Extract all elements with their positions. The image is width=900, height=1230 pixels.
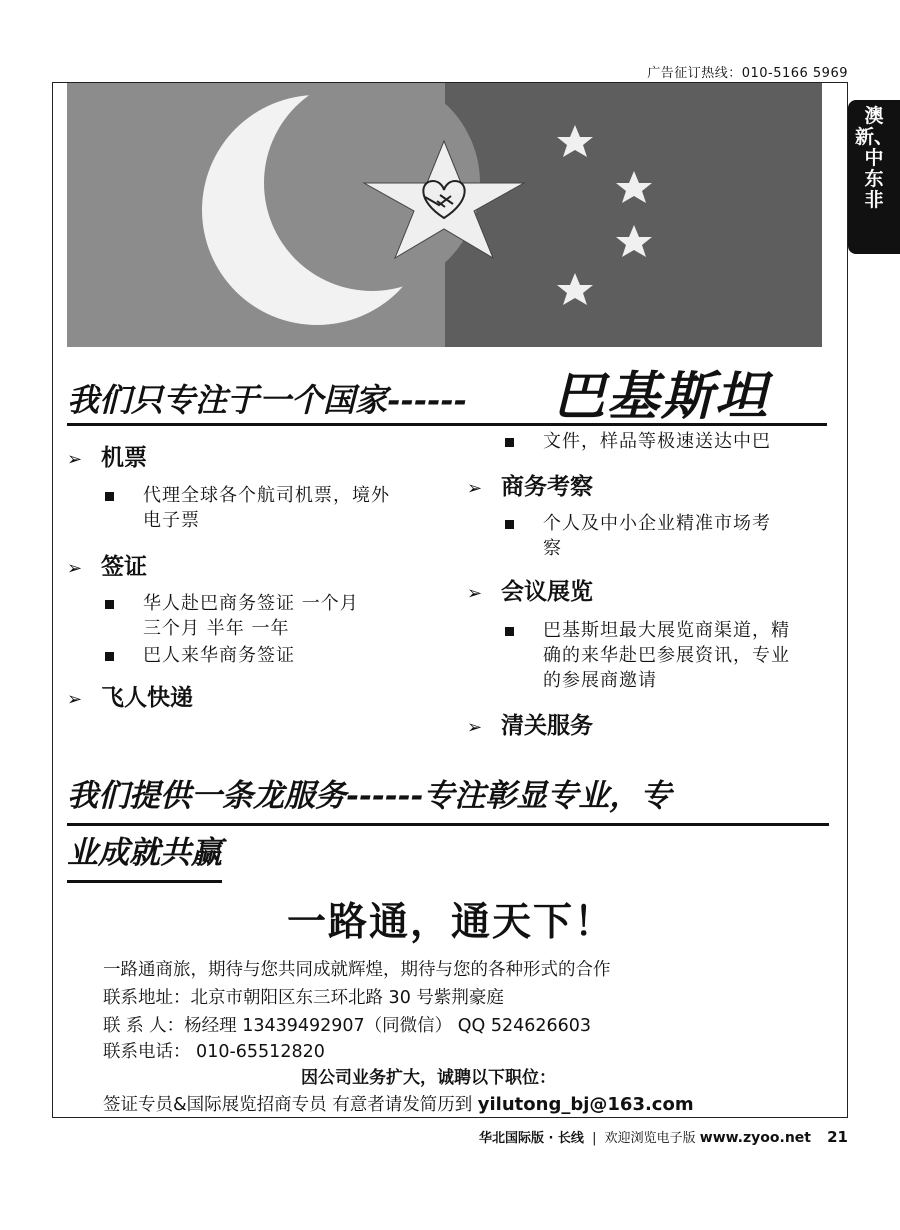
service-bullet: 巴人来华商务签证 (143, 643, 443, 668)
footer-welcome: 欢迎浏览电子版 (604, 1131, 696, 1146)
headline-country: 巴基斯坦 (553, 366, 770, 427)
service-heading-tickets: ➢ 机票 (67, 445, 147, 471)
square-bullet-icon (105, 492, 114, 501)
ad-hotline: 广告征订热线：010-5166 5969 (647, 66, 848, 81)
section-tab-char: 东 (864, 168, 884, 190)
square-bullet-icon (105, 652, 114, 661)
footer-separator: | (592, 1131, 597, 1146)
recruit-title: 因公司业务扩大，诚聘以下职位： (301, 1068, 556, 1088)
square-bullet-icon (105, 600, 114, 609)
contact-phone: 联系电话： 010-65512820 (103, 1042, 325, 1062)
section-tab-char: 中 (864, 147, 884, 169)
section-tab-char: 非 (864, 189, 884, 211)
recruit-email[interactable]: yilutong_bj@163.com (477, 1094, 694, 1115)
square-bullet-icon (505, 438, 514, 447)
square-bullet-icon (505, 520, 514, 529)
footer-site-link[interactable]: www.zyoo.net (699, 1130, 811, 1146)
service-heading-exhibition: ➢ 会议展览 (467, 579, 593, 605)
headline-focus-country (67, 365, 827, 426)
headline-one-stop-service (67, 769, 829, 883)
headline-prefix: 我们只专注于一个国家------ (67, 381, 467, 419)
service-bullet: 巴基斯坦最大展览商渠道，精 确的来华赴巴参展资讯，专业 的参展商邀请 (543, 618, 843, 693)
service-bullet: 华人赴巴商务签证 一个月 三个月 半年 一年 (143, 591, 443, 641)
contact-intro: 一路通商旅，期待与您共同成就辉煌，期待与您的各种形式的合作 (103, 960, 611, 980)
service-bullet: 文件，样品等极速送达中巴 (543, 429, 843, 454)
arrow-bullet-icon: ➢ (67, 689, 83, 710)
page-number: 21 (827, 1128, 848, 1146)
service-heading-business-trip: ➢ 商务考察 (467, 474, 593, 500)
slogan: 一路通，通天下！ (286, 900, 615, 945)
recruit-positions-text: 签证专员&国际展览招商专员 有意者请发简历到 (103, 1095, 478, 1115)
arrow-bullet-icon: ➢ (67, 449, 83, 470)
footer-edition: 华北国际版 · 长线 (478, 1131, 584, 1146)
service-bullet: 个人及中小企业精准市场考 察 (543, 511, 843, 561)
contact-address: 联系地址：北京市朝阳区东三环北路 30 号紫荆豪庭 (103, 988, 504, 1008)
page-footer (479, 1127, 848, 1146)
arrow-bullet-icon: ➢ (67, 558, 83, 579)
headline2-line: 业成就共赢 (67, 826, 222, 883)
service-heading-visa: ➢ 签证 (67, 554, 147, 580)
flag-banner-image (67, 83, 822, 347)
recruit-positions (103, 1091, 694, 1116)
headline2-line: 我们提供一条龙服务------专注彰显专业，专 (67, 769, 829, 826)
service-bullet: 代理全球各个航司机票，境外 电子票 (143, 483, 443, 533)
square-bullet-icon (505, 627, 514, 636)
arrow-bullet-icon: ➢ (467, 583, 483, 604)
section-tab-char: 澳 (864, 105, 884, 127)
arrow-bullet-icon: ➢ (467, 478, 483, 499)
arrow-bullet-icon: ➢ (467, 717, 483, 738)
section-tab (848, 100, 900, 254)
section-tab-char: 新、 (854, 126, 893, 148)
contact-person: 联 系 人：杨经理 13439492907（同微信） QQ 524626603 (103, 1016, 592, 1036)
service-heading-customs: ➢ 清关服务 (467, 713, 593, 739)
service-heading-express: ➢ 飞人快递 (67, 685, 193, 711)
advertisement-frame (52, 82, 848, 1118)
